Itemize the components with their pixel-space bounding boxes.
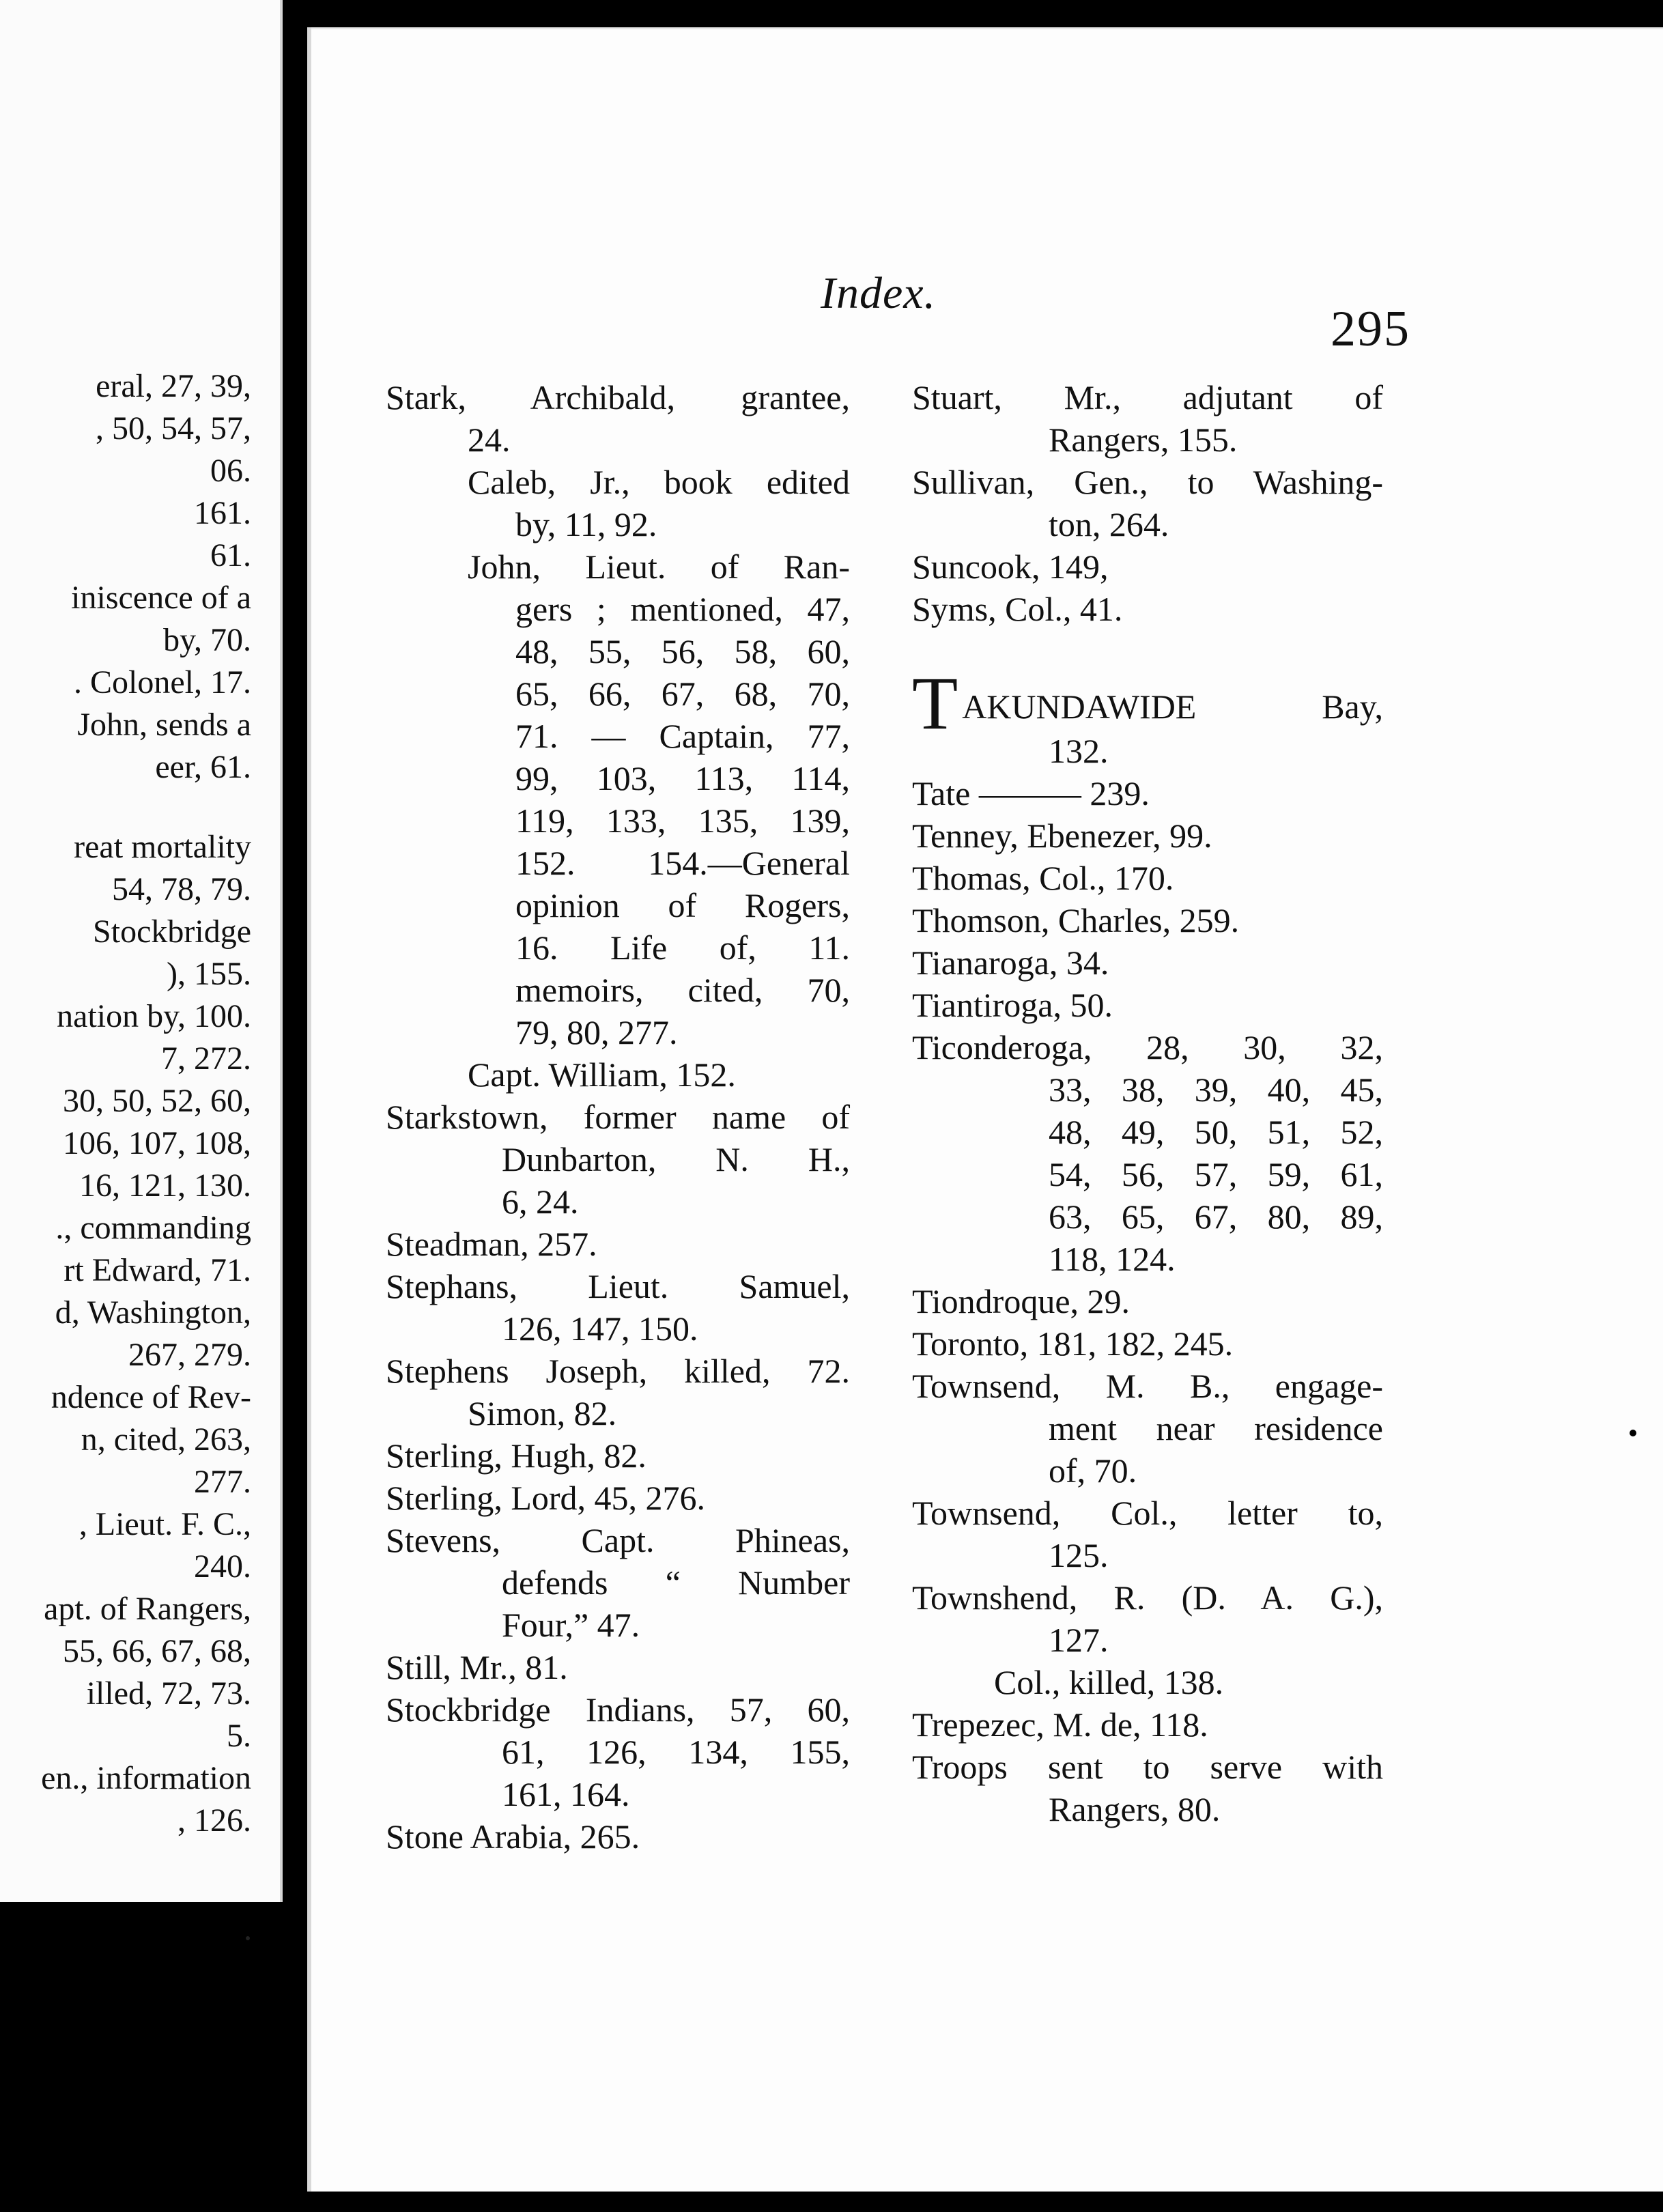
left-fragment-line: apt. of Rangers,: [44, 1591, 251, 1627]
index-entry-line: opinion of Rogers,: [515, 886, 850, 924]
left-fragment-line: eer, 61.: [155, 749, 251, 785]
index-entry-line: defends “ Number: [502, 1563, 850, 1602]
index-entry-line: Stone Arabia, 265.: [386, 1817, 640, 1856]
index-entry-line: 127.: [1049, 1621, 1109, 1659]
index-entry-line: Tiondroque, 29.: [912, 1282, 1131, 1320]
left-fragment-line: John, sends a: [77, 707, 251, 743]
left-fragment-line: 267, 279.: [128, 1337, 251, 1373]
index-entry-line: Tate ——— 239.: [912, 774, 1150, 812]
index-entry-line: 79, 80, 277.: [515, 1013, 678, 1051]
index-entry-line: 99, 103, 113, 114,: [515, 759, 850, 797]
index-entry-line: 65, 66, 67, 68, 70,: [515, 675, 850, 713]
index-entry-line: Rangers, 80.: [1049, 1790, 1221, 1828]
index-entry-line: 61, 126, 134, 155,: [502, 1733, 850, 1771]
left-book-page: [0, 0, 283, 1902]
index-entry-line: 118, 124.: [1049, 1240, 1176, 1278]
left-fragment-line: 16, 121, 130.: [79, 1167, 251, 1204]
index-entry-line: Syms, Col., 41.: [912, 590, 1123, 628]
left-fragment-line: rt Edward, 71.: [63, 1252, 251, 1288]
index-entry-line: Ticonderoga, 28, 30, 32,: [912, 1028, 1383, 1066]
index-entry-line: Thomas, Col., 170.: [912, 859, 1174, 897]
left-fragment-line: en., information: [41, 1760, 251, 1796]
index-entry-line: Stockbridge Indians, 57, 60,: [386, 1690, 850, 1729]
running-head: Index.: [821, 268, 937, 318]
left-fragment-line: ndence of Rev-: [51, 1379, 251, 1415]
left-fragment-line: 54, 78, 79.: [112, 871, 251, 907]
index-entry-line: 63, 65, 67, 80, 89,: [1049, 1197, 1383, 1236]
index-entry-line: Stevens, Capt. Phineas,: [386, 1521, 850, 1559]
index-entry-line: Caleb, Jr., book edited: [468, 463, 850, 501]
left-fragment-line: 277.: [194, 1464, 251, 1500]
index-entry-line: Starkstown, former name of: [386, 1098, 850, 1136]
index-entry-line: Sterling, Lord, 45, 276.: [386, 1479, 706, 1517]
page-number: 295: [1331, 301, 1410, 357]
index-entry-line: Sterling, Hugh, 82.: [386, 1436, 646, 1475]
index-entry-line: 126, 147, 150.: [502, 1309, 698, 1348]
left-fragment-line: 5.: [227, 1718, 251, 1754]
section-initial-letter: T: [912, 662, 958, 745]
left-fragment-line: 106, 107, 108,: [63, 1125, 251, 1161]
index-entry-line: 24.: [468, 421, 511, 459]
index-entry-line: Steadman, 257.: [386, 1225, 597, 1263]
index-entry-line: Col., killed, 138.: [994, 1663, 1224, 1701]
left-fragment-line: 240.: [194, 1548, 251, 1585]
index-entry-line: Stephens Joseph, killed, 72.: [386, 1352, 850, 1390]
left-fragment-line: 7, 272.: [161, 1040, 251, 1077]
index-entry-line: by, 11, 92.: [515, 505, 657, 543]
left-fragment-line: nation by, 100.: [57, 998, 251, 1034]
index-entry-line: 71. — Captain, 77,: [515, 717, 850, 755]
index-entry-line: Suncook, 149,: [912, 548, 1109, 586]
index-entry-line: Stark, Archibald, grantee,: [386, 378, 850, 416]
index-entry-line: 152. 154.—General: [515, 844, 850, 882]
left-fragment-line: ., commanding: [55, 1210, 251, 1246]
left-fragment-line: 161.: [194, 495, 251, 531]
left-page-stray-mark: [246, 1936, 250, 1940]
index-entry-line: 48, 49, 50, 51, 52,: [1049, 1113, 1383, 1151]
index-entry-line: Townsend, M. B., engage-: [912, 1367, 1383, 1405]
index-entry-line: Townshend, R. (D. A. G.),: [912, 1578, 1383, 1617]
index-entry-line: Capt. William, 152.: [468, 1055, 736, 1094]
index-entry-line: ton, 264.: [1049, 505, 1169, 543]
index-entry-line: Simon, 82.: [468, 1394, 617, 1432]
index-entry-line: 33, 38, 39, 40, 45,: [1049, 1070, 1383, 1109]
index-entry-line: Four,” 47.: [502, 1606, 640, 1644]
index-entry-line: memoirs, cited, 70,: [515, 971, 850, 1009]
index-entry-line: gers ; mentioned, 47,: [515, 590, 850, 628]
index-entry-line: John, Lieut. of Ran-: [468, 548, 850, 586]
index-entry-line: Tiantiroga, 50.: [912, 986, 1113, 1024]
left-fragment-line: . Colonel, 17.: [74, 664, 251, 700]
left-fragment-line: by, 70.: [163, 622, 251, 658]
index-entry-line: Toronto, 181, 182, 245.: [912, 1324, 1234, 1363]
section-t-heading-line: [912, 662, 1383, 745]
index-entry-line: Thomson, Charles, 259.: [912, 901, 1240, 939]
left-fragment-line: , Lieut. F. C.,: [79, 1506, 251, 1542]
left-fragment-line: , 50, 54, 57,: [96, 410, 251, 446]
index-entry-line: Dunbarton, N. H.,: [502, 1140, 850, 1178]
index-entry-line: 132.: [1049, 732, 1109, 770]
section-heading-text: AKUNDAWIDE Bay,: [962, 687, 1383, 726]
index-entry-line: Stuart, Mr., adjutant of: [912, 378, 1383, 416]
index-entry-line: Tianaroga, 34.: [912, 944, 1109, 982]
index-entry-line: Trepezec, M. de, 118.: [912, 1705, 1208, 1744]
index-entry-line: Sullivan, Gen., to Washing-: [912, 463, 1383, 501]
index-entry-line: Stephans, Lieut. Samuel,: [386, 1267, 850, 1305]
left-fragment-line: 55, 66, 67, 68,: [63, 1633, 251, 1669]
index-entry-line: ment near residence: [1049, 1409, 1383, 1447]
index-entry-line: 119, 133, 135, 139,: [515, 802, 850, 840]
left-fragment-line: reat mortality: [74, 829, 251, 865]
index-entry-line: 161, 164.: [502, 1775, 630, 1813]
left-fragment-line: eral, 27, 39,: [96, 368, 251, 404]
index-entry-line: Troops sent to serve with: [912, 1748, 1383, 1786]
left-fragment-line: illed, 72, 73.: [86, 1675, 251, 1712]
index-entry-line: 48, 55, 56, 58, 60,: [515, 632, 850, 670]
index-entry-line: 54, 56, 57, 59, 61,: [1049, 1155, 1383, 1193]
index-entry-line: of, 70.: [1049, 1451, 1137, 1490]
left-fragment-line: n, cited, 263,: [81, 1421, 251, 1458]
index-entry-line: 6, 24.: [502, 1182, 579, 1221]
index-entry-line: 125.: [1049, 1536, 1109, 1574]
left-fragment-line: , 126.: [177, 1802, 251, 1839]
left-fragment-line: 30, 50, 52, 60,: [63, 1083, 251, 1119]
index-entry-line: Townsend, Col., letter to,: [912, 1494, 1383, 1532]
left-fragment-line: Stockbridge: [93, 913, 251, 950]
left-fragment-line: 06.: [210, 453, 251, 489]
right-book-page: [307, 27, 1663, 2192]
index-entry-line: Tenney, Ebenezer, 99.: [912, 817, 1212, 855]
index-entry-line: Rangers, 155.: [1049, 421, 1238, 459]
left-fragment-line: 61.: [210, 537, 251, 573]
left-fragment-line: d, Washington,: [55, 1294, 251, 1331]
stray-print-mark: [1630, 1430, 1636, 1436]
index-entry-line: 16. Life of, 11.: [515, 928, 850, 967]
left-fragment-line: iniscence of a: [71, 580, 251, 616]
left-fragment-line: ), 155.: [167, 956, 251, 992]
index-entry-line: Still, Mr., 81.: [386, 1648, 568, 1686]
